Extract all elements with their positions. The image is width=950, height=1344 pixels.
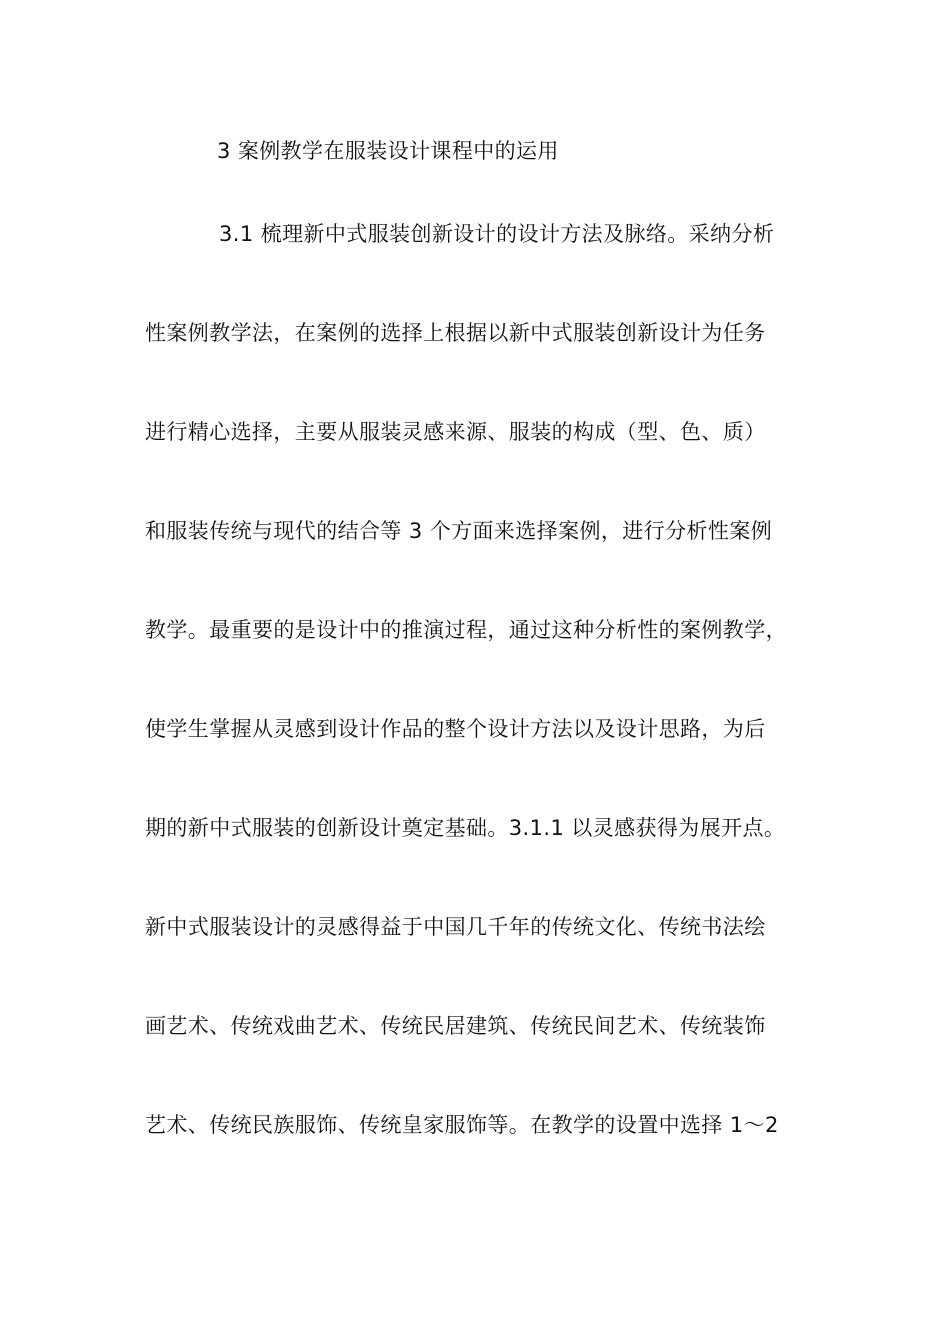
paragraph-line: 3.1 梳理新中式服装创新设计的设计方法及脉络。采纳分析 [219, 222, 775, 246]
paragraph-line: 新中式服装设计的灵感得益于中国几千年的传统文化、传统书法绘 [145, 915, 766, 939]
paragraph-line: 进行精心选择，主要从服装灵感来源、服装的构成（型、色、质） [145, 420, 766, 444]
section-heading: 3 案例教学在服装设计课程中的运用 [217, 139, 559, 163]
paragraph-line: 性案例教学法，在案例的选择上根据以新中式服装创新设计为任务 [145, 321, 766, 345]
paragraph-line: 和服装传统与现代的结合等 3 个方面来选择案例，进行分析性案例 [145, 519, 773, 543]
paragraph-line: 画艺术、传统戏曲艺术、传统民居建筑、传统民间艺术、传统装饰 [145, 1014, 766, 1038]
paragraph-line: 期的新中式服装的创新设计奠定基础。3.1.1 以灵感获得为展开点。 [145, 816, 786, 840]
paragraph-line: 艺术、传统民族服饰、传统皇家服饰等。在教学的设置中选择 1～2 [145, 1113, 779, 1137]
paragraph-line: 教学。最重要的是设计中的推演过程，通过这种分析性的案例教学， [145, 618, 787, 642]
paragraph-line: 使学生掌握从灵感到设计作品的整个设计方法以及设计思路，为后 [145, 717, 766, 741]
